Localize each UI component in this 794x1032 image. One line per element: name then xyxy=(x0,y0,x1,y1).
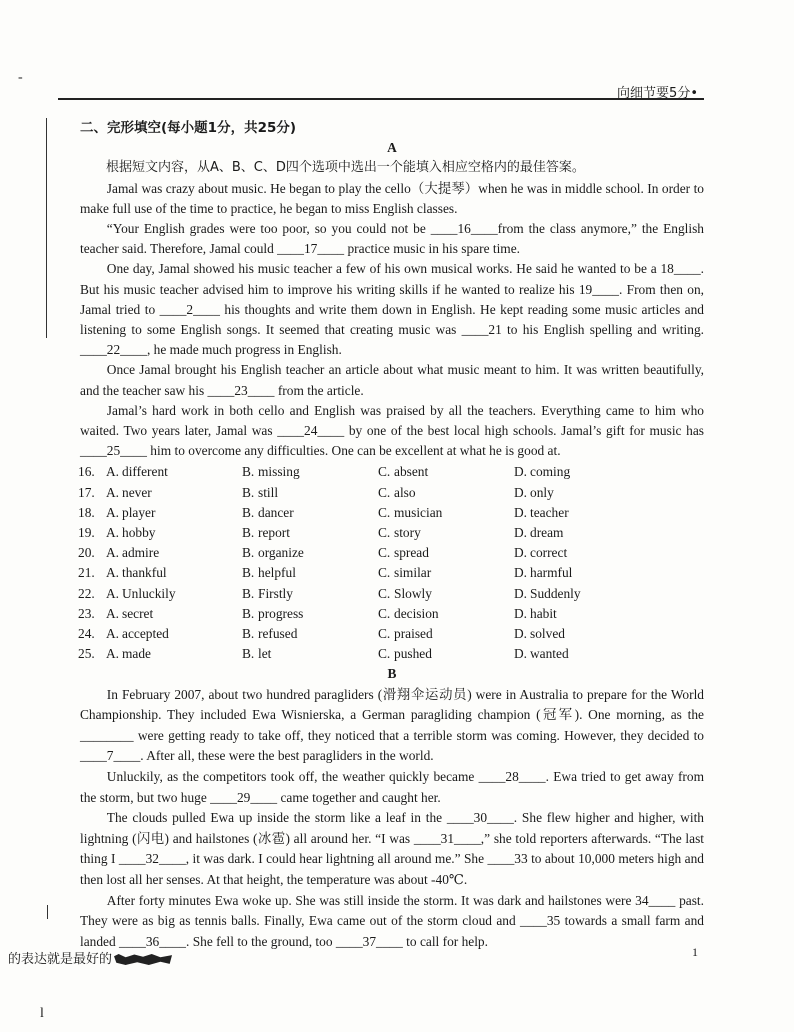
question-number: 24. xyxy=(78,626,95,642)
option-row xyxy=(78,523,650,543)
header-text: 向细节要5分• xyxy=(617,86,698,101)
option-b: helpful xyxy=(258,565,296,581)
corner-mark: - xyxy=(18,70,23,85)
option-letter: C. xyxy=(378,605,391,621)
scribble-mark xyxy=(114,954,172,965)
option-row xyxy=(78,563,650,583)
option-d: wanted xyxy=(530,646,569,662)
option-letter: D. xyxy=(514,626,528,642)
option-letter: C. xyxy=(378,545,391,561)
option-c: similar xyxy=(394,565,432,581)
option-letter: D. xyxy=(514,605,528,621)
question-number: 23. xyxy=(78,605,95,621)
option-letter: A. xyxy=(106,565,120,581)
passage-b-paragraph: After forty minutes Ewa woke up. She was still inside the storm. It was dark and hailstones were 34____ past. They were as big as tennis balls. Finally, Ewa came out of the storm cloud and ____35 towards a small farm and landed ____36____. She fell to the ground, too ____37____ to call for help. xyxy=(80,892,704,949)
passage-a xyxy=(80,179,704,462)
option-letter: D. xyxy=(514,504,528,520)
option-d: habit xyxy=(530,605,557,621)
option-letter: C. xyxy=(378,646,391,662)
option-row xyxy=(78,483,650,503)
option-d: dream xyxy=(530,525,564,541)
option-c: Slowly xyxy=(394,585,432,601)
section-title: 二、完形填空(每小题1分，共25分) xyxy=(80,120,297,136)
question-number: 20. xyxy=(78,545,95,561)
option-a: secret xyxy=(122,605,154,621)
footer-note xyxy=(8,948,172,967)
option-letter: C. xyxy=(378,626,391,642)
option-a: player xyxy=(122,504,156,520)
question-number: 25. xyxy=(78,646,95,662)
option-letter: A. xyxy=(106,545,120,561)
option-letter: B. xyxy=(242,646,255,662)
option-b: missing xyxy=(258,464,300,480)
option-row xyxy=(78,584,650,604)
option-d: coming xyxy=(530,464,571,480)
passage-a-paragraph: Jamal’s hard work in both cello and English was praised by all the teachers. Everything came to him who waited. Two years later, Jamal was ____24____ by one of the best local high schools. Jamal’s gift for music has ____25____ him to overcome any difficulties. One can be excellent at what he is good at. xyxy=(80,402,704,459)
question-number: 22. xyxy=(78,585,95,601)
option-b: Firstly xyxy=(258,585,293,601)
option-d: teacher xyxy=(530,504,569,520)
option-a: accepted xyxy=(122,626,169,642)
passage-b-paragraph: In February 2007, about two hundred paragliders (滑翔伞运动员) were in Australia to prepare for the World Championship. They included Ewa Wisnierska, a German paragliding champion (冠军). One morning, as the ________ were getting ready to take off, they noticed that a terrible storm was coming. However, they decided to ____7____. After all, these were the best paragliders in the world. xyxy=(80,686,704,764)
option-letter: C. xyxy=(378,464,391,480)
option-letter: A. xyxy=(106,464,120,480)
option-b: let xyxy=(258,646,272,662)
margin-line xyxy=(46,118,47,338)
option-a: hobby xyxy=(122,525,156,541)
option-row xyxy=(78,462,650,482)
option-c: praised xyxy=(394,626,433,642)
option-b: progress xyxy=(258,605,304,621)
passage-b-paragraph: Unluckily, as the competitors took off, the weather quickly became ____28____. Ewa tried to get away from the storm, but two huge ____29____ came together and caught her. xyxy=(80,769,704,805)
option-letter: B. xyxy=(242,464,255,480)
option-letter: D. xyxy=(514,484,528,500)
passage-b-paragraph: The clouds pulled Ewa up inside the storm like a leaf in the ____30____. She flew higher and higher, with lightning (闪电) and hailstones (冰雹) all around her. “I was ____31____,” she told reporters afterwards. “The last thing I ____32____, it was dark. I could hear lightning all around me.” She ____33 to about 10,000 meters high and then lost all her senses. At that height, the temperature was about -40℃. xyxy=(80,810,704,888)
footer-text: 的表达就是最好的 xyxy=(8,952,113,967)
passage-a-paragraph: Jamal was crazy about music. He began to play the cello（大提琴）when he was in middle school. In order to make full use of the time to practice, he began to miss English classes. xyxy=(80,180,704,216)
option-letter: C. xyxy=(378,525,391,541)
passage-a-paragraph: Once Jamal brought his English teacher an article about what music meant to him. It was written beautifully, and the teacher saw his ____23____ from the article. xyxy=(80,362,704,398)
option-letter: B. xyxy=(242,565,255,581)
question-number: 17. xyxy=(78,484,95,500)
option-a: never xyxy=(122,484,152,500)
option-letter: B. xyxy=(242,545,255,561)
option-c: musician xyxy=(394,504,443,520)
page-number: 1 xyxy=(692,945,698,959)
option-letter: D. xyxy=(514,585,528,601)
option-row xyxy=(78,624,650,644)
option-letter: C. xyxy=(378,484,391,500)
option-c: spread xyxy=(394,545,429,561)
option-b: report xyxy=(258,525,290,541)
option-letter: C. xyxy=(378,565,391,581)
option-letter: B. xyxy=(242,484,255,500)
margin-tick xyxy=(47,905,48,919)
header-rule xyxy=(58,98,704,100)
option-d: Suddenly xyxy=(530,585,581,601)
passage-a-paragraph: “Your English grades were too poor, so you could not be ____16____from the class anymore,” the English teacher said. Therefore, Jamal could ____17____ practice music in his spare time. xyxy=(80,221,704,257)
option-d: correct xyxy=(530,545,568,561)
option-letter: D. xyxy=(514,464,528,480)
part-a-label: A xyxy=(387,140,397,156)
option-letter: B. xyxy=(242,504,255,520)
option-a: made xyxy=(122,646,151,662)
option-d: solved xyxy=(530,626,565,642)
option-letter: D. xyxy=(514,525,528,541)
option-letter: A. xyxy=(106,626,120,642)
option-letter: C. xyxy=(378,504,391,520)
option-c: pushed xyxy=(394,646,432,662)
option-a: Unluckily xyxy=(122,585,176,601)
option-row xyxy=(78,644,650,664)
passage-a-paragraph: One day, Jamal showed his music teacher a few of his own musical works. He said he wanted to be a 18____. But his music teacher advised him to improve his writing skills if he wanted to realize his 19____. From then on, Jamal tried to ____2____ his thoughts and write them down in English. He kept reading some music articles and listening to some English songs. It seemed that creating music was ____21 to his English spelling and writing. ____22____, he made much progress in English. xyxy=(80,261,704,358)
option-b: organize xyxy=(258,545,304,561)
question-number: 19. xyxy=(78,525,95,541)
option-letter: A. xyxy=(106,585,120,601)
option-row xyxy=(78,604,650,624)
option-c: decision xyxy=(394,605,439,621)
options-table xyxy=(78,462,650,664)
option-row xyxy=(78,503,650,523)
option-letter: B. xyxy=(242,626,255,642)
option-c: story xyxy=(394,525,421,541)
option-letter: A. xyxy=(106,504,120,520)
option-letter: D. xyxy=(514,565,528,581)
option-a: admire xyxy=(122,545,160,561)
option-c: also xyxy=(394,484,416,500)
question-number: 18. xyxy=(78,504,95,520)
part-b-label: B xyxy=(387,666,397,682)
option-b: dancer xyxy=(258,504,294,520)
instructions: 根据短文内容，从A、B、C、D四个选项中选出一个能填入相应空格内的最佳答案。 xyxy=(106,160,585,176)
bottom-mark: l xyxy=(40,1006,44,1021)
option-b: still xyxy=(258,484,279,500)
option-letter: B. xyxy=(242,525,255,541)
passage-b xyxy=(80,685,704,953)
option-b: refused xyxy=(258,626,298,642)
option-c: absent xyxy=(394,464,429,480)
option-d: harmful xyxy=(530,565,573,581)
question-number: 21. xyxy=(78,565,95,581)
exam-content xyxy=(80,118,704,952)
option-letter: A. xyxy=(106,646,120,662)
question-number: 16. xyxy=(78,464,95,480)
option-a: different xyxy=(122,464,168,480)
option-d: only xyxy=(530,484,554,500)
option-a: thankful xyxy=(122,565,167,581)
option-letter: A. xyxy=(106,525,120,541)
option-letter: C. xyxy=(378,585,391,601)
option-letter: A. xyxy=(106,484,120,500)
option-letter: A. xyxy=(106,605,120,621)
option-letter: B. xyxy=(242,605,255,621)
option-letter: D. xyxy=(514,646,528,662)
option-letter: B. xyxy=(242,585,255,601)
option-row xyxy=(78,543,650,563)
option-letter: D. xyxy=(514,545,528,561)
